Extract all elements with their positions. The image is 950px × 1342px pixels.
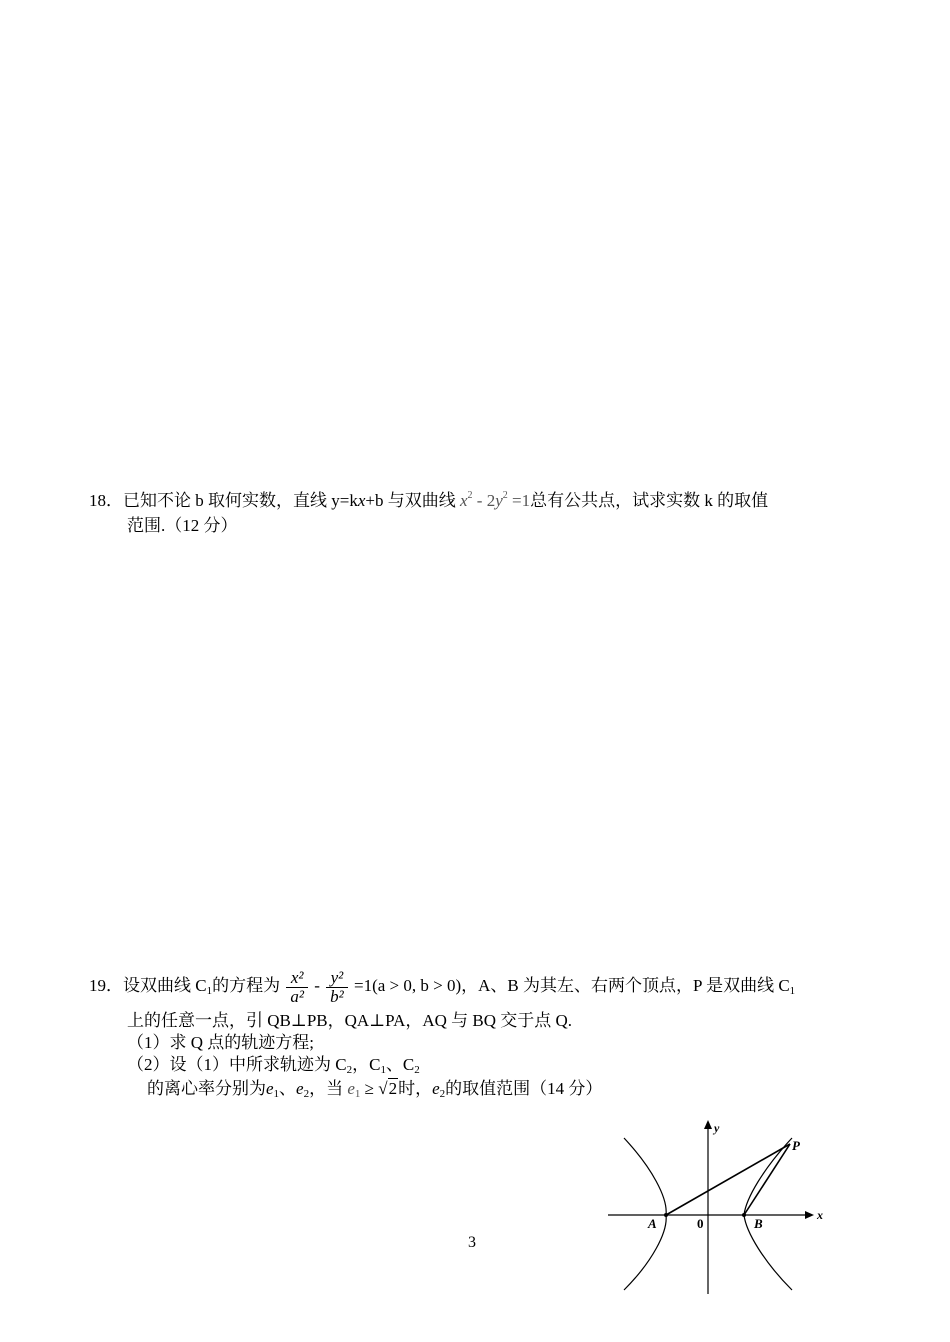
q19-e2b: e	[432, 1079, 440, 1098]
hyperbola-right-branch	[744, 1138, 792, 1290]
q19-e2b-sub: 2	[439, 1088, 446, 1100]
q19-part3	[147, 1077, 602, 1106]
label-O: 0	[697, 1216, 704, 1231]
q19-part3-d: 的取值范围（14 分）	[445, 1079, 603, 1098]
q19-sqrt-value: 2	[388, 1079, 398, 1098]
q18-tail: 总有公共点，试求实数 k 的取值	[530, 491, 769, 510]
q19-frac1-den: a²	[290, 986, 304, 1006]
q18-eq-rhs: =1	[512, 491, 531, 510]
q19-part3-b: ，当	[309, 1079, 344, 1098]
label-A: A	[648, 1216, 657, 1231]
q19-cond-e: e	[347, 1079, 355, 1098]
x-axis-arrow	[805, 1211, 814, 1219]
q19-frac2-num: y²	[326, 969, 348, 988]
q19-fraction-x	[286, 969, 308, 1006]
q19-lead-sub: 1	[206, 985, 213, 997]
q19-part2-sub3: 2	[414, 1064, 420, 1076]
point-B	[742, 1213, 746, 1217]
y-axis-arrow	[704, 1120, 712, 1129]
q19-line1	[89, 964, 795, 1013]
q19-frac2-den: b²	[330, 986, 344, 1006]
label-y: y	[714, 1121, 720, 1135]
q19-part2-sub1: 2	[346, 1064, 353, 1076]
q18-eq-sup1: 2	[467, 490, 473, 501]
q19-rhs: =1(a > 0, b > 0)	[353, 976, 462, 995]
q18-text-2: +b 与双曲线	[365, 491, 456, 510]
page-number: 3	[468, 1234, 476, 1251]
label-P: P	[792, 1138, 800, 1153]
q18-number: 18．	[89, 491, 123, 510]
segment-AP	[666, 1144, 790, 1215]
label-B: B	[754, 1216, 763, 1231]
q19-part2-sub2: 1	[380, 1064, 386, 1076]
q19-lead2: 的方程为	[212, 976, 281, 995]
q19-lead: 设双曲线 C	[123, 976, 207, 995]
q19-cond-ge: ≥	[360, 1079, 379, 1098]
q19-part1: （1）求 Q 点的轨迹方程;	[127, 1033, 314, 1052]
q19-part3-c: 时，	[398, 1079, 433, 1098]
q19-e1-sub: 1	[273, 1088, 280, 1100]
q18-line2: 范围.（12 分）	[127, 516, 238, 535]
q19-e2: e	[296, 1079, 304, 1098]
q18-eq-y: y	[495, 491, 503, 510]
q18-eq-minus: - 2	[472, 491, 496, 510]
q19-frac1-num: x²	[286, 969, 308, 988]
q19-part2-c: 、C	[385, 1055, 415, 1074]
q19-e1: e	[266, 1079, 274, 1098]
q19-part2-b: ，C	[352, 1055, 381, 1074]
q19-tail: ，A、B 为其左、右两个顶点，P 是双曲线 C	[461, 976, 790, 995]
q18-eq-x: x	[459, 491, 468, 510]
label-x: x	[817, 1208, 823, 1222]
hyperbola-figure	[604, 1118, 840, 1294]
q19-sep: 、	[279, 1079, 297, 1098]
q18-line1	[89, 484, 768, 513]
q19-line2: 上的任意一点，引 QB⊥PB，QA⊥PA，AQ 与 BQ 交于点 Q.	[127, 1011, 573, 1030]
point-A	[664, 1213, 668, 1217]
q19-part2-a: （2）设（1）中所求轨迹为 C	[127, 1055, 347, 1074]
q18-eq-sup2: 2	[502, 490, 508, 501]
q19-e2-sub: 2	[303, 1088, 310, 1100]
q19-cond-sub: 1	[354, 1088, 361, 1100]
q19-tail-sub: 1	[789, 985, 796, 997]
hyperbola-left-branch	[624, 1138, 666, 1290]
q19-minus: -	[309, 976, 325, 995]
segment-BP	[744, 1144, 790, 1215]
q18-text-1: 已知不论 b 取何实数，直线 y=k	[123, 491, 358, 510]
q19-sqrt-sign: √	[378, 1079, 388, 1098]
q19-number: 19．	[89, 976, 123, 995]
q19-fraction-y	[326, 969, 348, 1006]
q19-part3-a: 的离心率分别为	[147, 1079, 266, 1098]
q18-x-var: x	[357, 491, 366, 510]
